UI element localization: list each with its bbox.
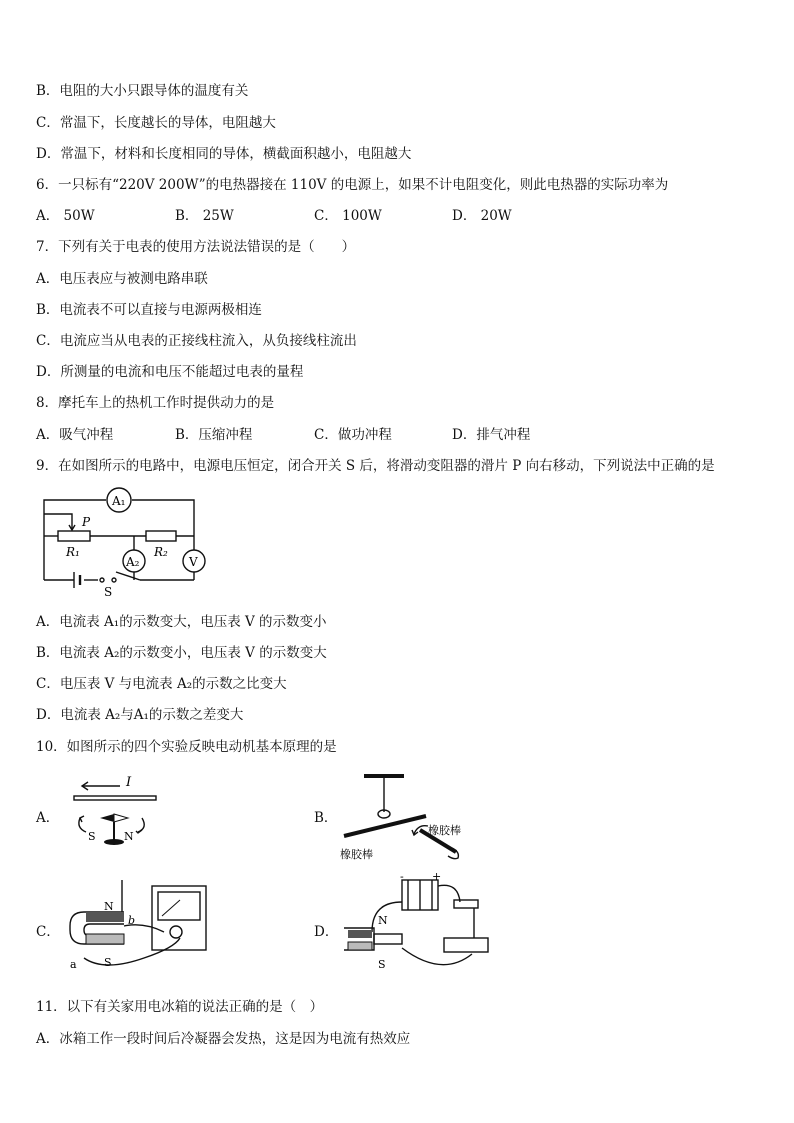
q8-option-b: B．压缩冲程 bbox=[175, 427, 253, 443]
q10-figure-b-rubber-rods bbox=[334, 772, 474, 864]
q9-s-label: S bbox=[104, 585, 113, 599]
q9-circuit-diagram bbox=[36, 484, 216, 600]
q10-figure-a-oersted bbox=[70, 776, 170, 856]
q10a-n-label: N bbox=[124, 830, 134, 843]
q7-option-d: D．所测量的电流和电压不能超过电表的量程 bbox=[36, 364, 304, 380]
q8-option-a: A．吸气冲程 bbox=[36, 427, 114, 443]
q7-option-c: C．电流应当从电表的正接线柱流入，从负接线柱流出 bbox=[36, 333, 357, 349]
q10b-rod-label-right: 橡胶棒 bbox=[428, 824, 461, 837]
q10-label-d: D． bbox=[314, 924, 339, 940]
q10d-plus-label: + bbox=[432, 872, 442, 883]
q8-option-c: C．做功冲程 bbox=[314, 427, 392, 443]
q9-option-a: A．电流表 A₁的示数变大，电压表 V 的示数变小 bbox=[36, 614, 327, 630]
q7-option-a: A．电压表应与被测电路串联 bbox=[36, 271, 208, 287]
q9-option-b: B．电流表 A₂的示数变小，电压表 V 的示数变大 bbox=[36, 645, 327, 661]
q9-option-c: C．电压表 V 与电流表 A₂的示数之比变大 bbox=[36, 676, 287, 692]
q5-option-d: D．常温下，材料和长度相同的导体，横截面积越小，电阻越大 bbox=[36, 146, 412, 162]
q9-p-label: P bbox=[82, 515, 91, 529]
q8-option-d: D．排气冲程 bbox=[452, 427, 531, 443]
q6-stem: 6．一只标有“220V 200W”的电热器接在 110V 的电源上，如果不计电阻变化，则此电热器的实际功率为 bbox=[36, 177, 669, 193]
q10a-s-label: S bbox=[88, 830, 96, 843]
q10c-s-label: S bbox=[104, 956, 112, 969]
q10-label-c: C． bbox=[36, 924, 60, 940]
q10c-n-label: N bbox=[104, 900, 114, 913]
q10-stem: 10．如图所示的四个实验反映电动机基本原理的是 bbox=[36, 739, 337, 755]
q10-label-a: A． bbox=[36, 810, 60, 826]
q6-option-b: B． 25W bbox=[175, 208, 234, 224]
q9-option-d: D．电流表 A₂与A₁的示数之差变大 bbox=[36, 707, 244, 723]
q10-figure-c-induction bbox=[64, 876, 214, 970]
q9-stem: 9．在如图所示的电路中，电源电压恒定，闭合开关 S 后，将滑动变阻器的滑片 P 向右移动，下列说法中正确的是 bbox=[36, 458, 715, 474]
q6-option-d: D． 20W bbox=[452, 208, 512, 224]
q10b-rod-label-left: 橡胶棒 bbox=[340, 848, 373, 861]
q7-option-b: B．电流表不可以直接与电源两极相连 bbox=[36, 302, 262, 318]
q6-option-a: A． 50W bbox=[36, 208, 95, 224]
q11-stem: 11．以下有关家用电冰箱的说法正确的是（ ） bbox=[36, 999, 324, 1015]
q8-stem: 8．摩托车上的热机工作时提供动力的是 bbox=[36, 395, 275, 411]
q7-stem: 7．下列有关于电表的使用方法说法错误的是（ ） bbox=[36, 239, 356, 255]
q9-a2-label: A₂ bbox=[126, 555, 140, 569]
q6-option-c: C． 100W bbox=[314, 208, 382, 224]
q10c-b-label: b bbox=[128, 914, 136, 927]
q9-r2-label: R₂ bbox=[154, 545, 168, 559]
q10d-n-label: N bbox=[378, 914, 388, 927]
q9-v-label: V bbox=[189, 555, 198, 569]
q9-r1-label: R₁ bbox=[66, 545, 80, 559]
q10-label-b: B． bbox=[314, 810, 338, 826]
q10c-a-label: a bbox=[70, 958, 77, 970]
q5-option-b: B．电阻的大小只跟导体的温度有关 bbox=[36, 83, 249, 99]
q9-a1-label: A₁ bbox=[112, 494, 126, 508]
q5-option-c: C．常温下，长度越长的导体，电阻越大 bbox=[36, 115, 276, 131]
q10d-minus-label: - bbox=[400, 872, 404, 883]
q11-option-a: A．冰箱工作一段时间后冷凝器会发热，这是因为电流有热效应 bbox=[36, 1031, 411, 1047]
q10-figure-d-motor bbox=[334, 872, 504, 972]
q10d-s-label: S bbox=[378, 958, 386, 971]
q10a-current-label: I bbox=[126, 776, 132, 790]
